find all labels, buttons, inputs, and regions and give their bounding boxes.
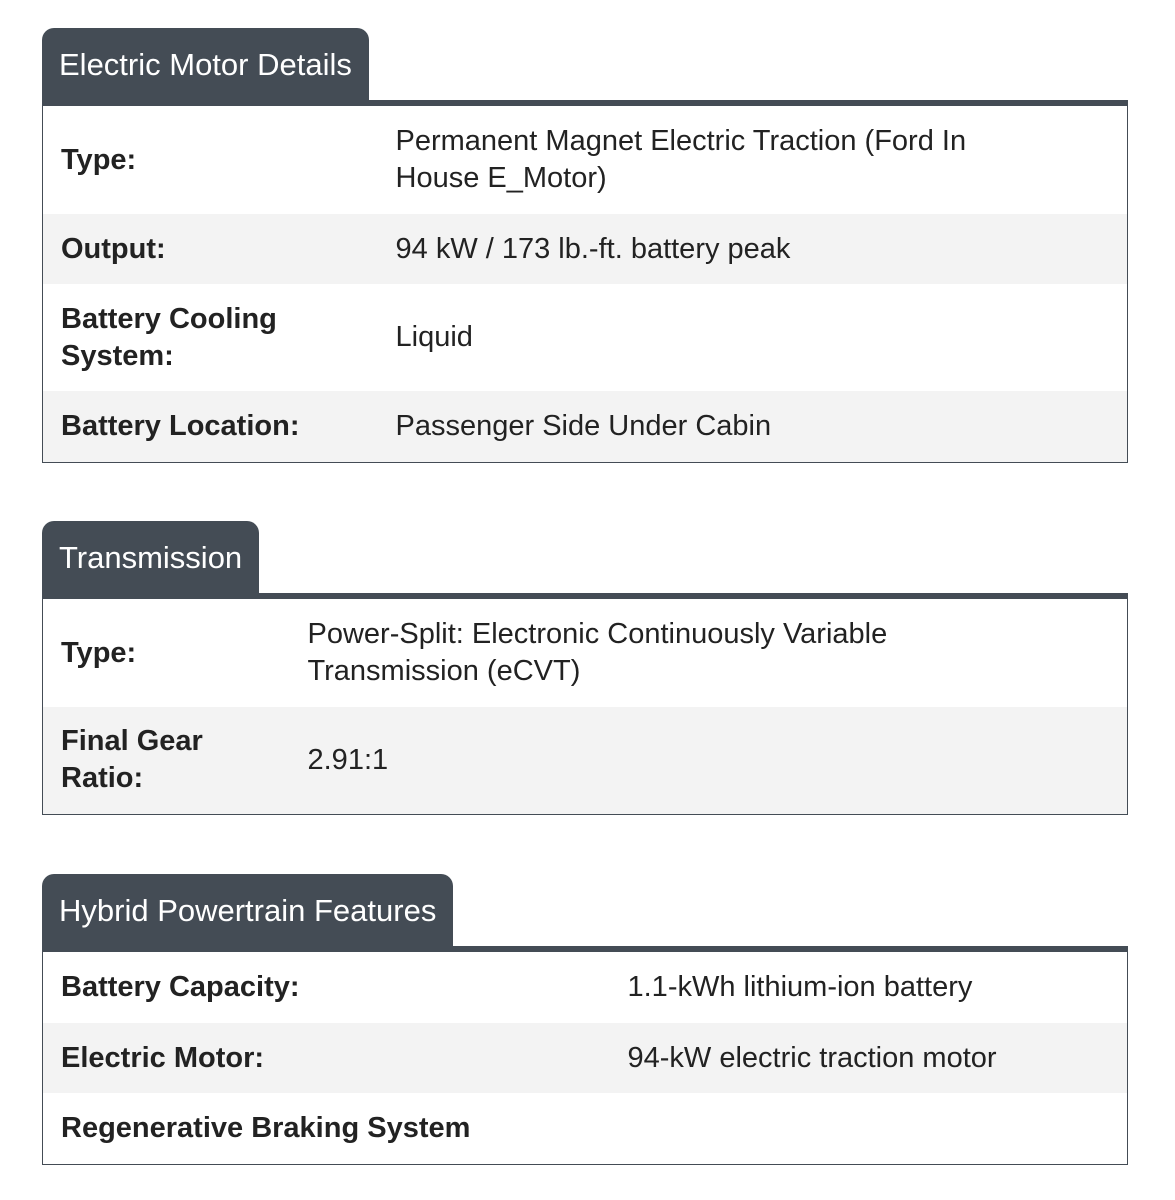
- section-title-electric-motor-details: Electric Motor Details: [42, 28, 369, 106]
- row-value: 94 kW / 173 lb.-ft. battery peak: [378, 214, 1128, 284]
- transmission-section: [42, 521, 1128, 815]
- table-row: [43, 284, 1128, 391]
- row-value: 1.1-kWh lithium-ion battery: [627, 971, 973, 1003]
- row-label: Type:: [61, 636, 137, 669]
- table-row: [43, 599, 1128, 707]
- row-label: Battery Capacity:: [61, 971, 300, 1003]
- table-row: [43, 1093, 1128, 1164]
- table-row: [43, 1023, 1128, 1093]
- electric-motor-details-section: [42, 28, 1128, 463]
- row-label: Electric Motor:: [43, 1023, 610, 1093]
- table-row: [43, 214, 1128, 284]
- row-value: Power-Split: Electronic Continuously Variable Transmission (eCVT): [307, 618, 888, 687]
- row-label: Type:: [61, 143, 137, 176]
- table-row: [43, 952, 1128, 1023]
- row-label: Regenerative Braking System: [61, 1111, 471, 1144]
- transmission-table: [42, 599, 1128, 815]
- row-value: Permanent Magnet Electric Traction (Ford In House E_Motor): [395, 125, 967, 194]
- hybrid-powertrain-features-section: [42, 874, 1128, 1165]
- table-row: [43, 106, 1128, 214]
- section-title-transmission: Transmission: [42, 521, 259, 599]
- row-label: Final Gear Ratio:: [43, 707, 290, 814]
- section-title-hybrid-powertrain-features: Hybrid Powertrain Features: [42, 874, 453, 952]
- electric-motor-details-table: [42, 106, 1128, 463]
- table-row: [43, 391, 1128, 462]
- row-value: 2.91:1: [290, 707, 1128, 814]
- row-label: Battery Location:: [43, 391, 378, 462]
- row-value: Passenger Side Under Cabin: [378, 391, 1128, 462]
- row-label: Output:: [43, 214, 378, 284]
- row-value: 94-kW electric traction motor: [610, 1023, 1128, 1093]
- table-row: [43, 707, 1128, 814]
- row-label: Battery Cooling System:: [61, 302, 277, 372]
- row-value: Liquid: [395, 321, 473, 353]
- hybrid-powertrain-features-table: [42, 952, 1128, 1165]
